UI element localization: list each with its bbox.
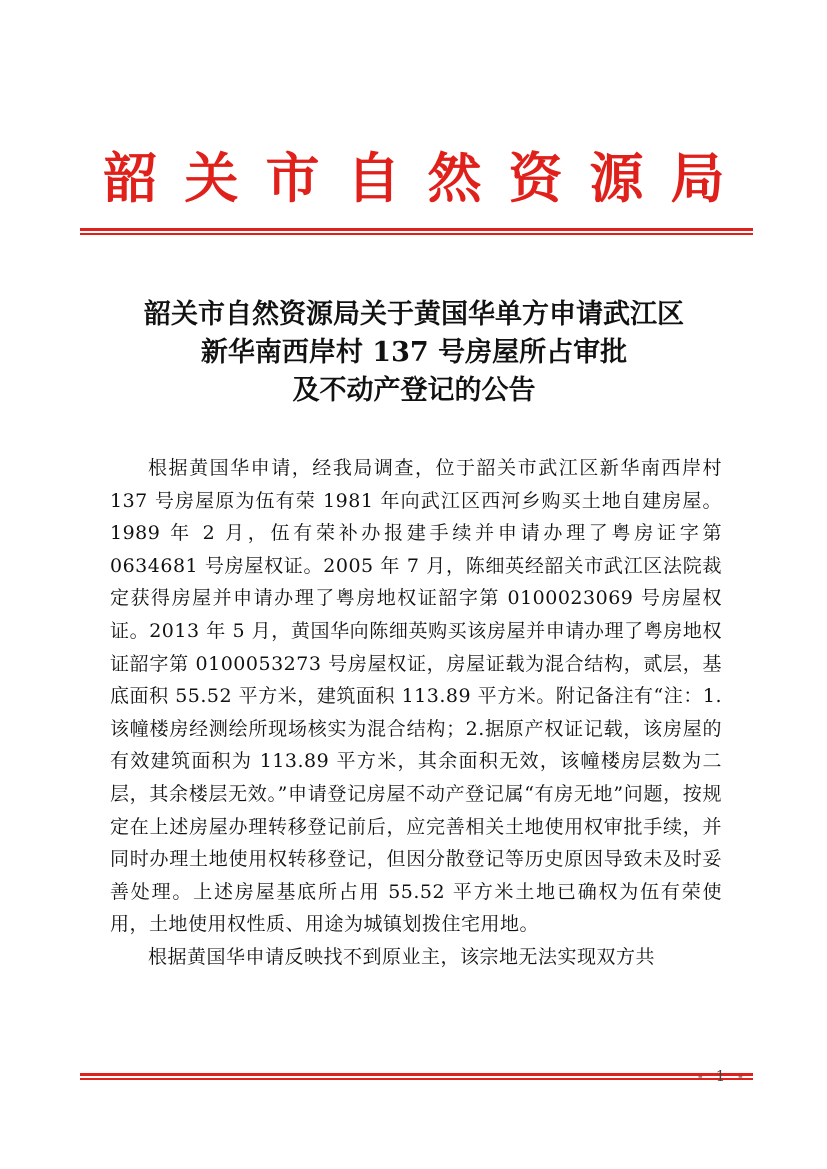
header-red-rule [80, 228, 753, 235]
masthead-organization-name: 韶关市自然资源局 [103, 146, 752, 210]
body-paragraph-2: 根据黄国华申请反映找不到原业主，该宗地无法实现双方共 [148, 945, 656, 968]
footer-red-rule [80, 1073, 753, 1080]
page-number: - 1 - [697, 1067, 747, 1085]
header-rule-thin-line [80, 233, 753, 235]
document-title [80, 296, 748, 410]
masthead [80, 138, 752, 218]
body-paragraph-1: 根据黄国华申请，经我局调查，位于韶关市武江区新华南西岸村 137 号房屋原为伍有荣 1981 年向武江区西河乡购买土地自建房屋。1989 年 2 月，伍有荣补办报建手续并申请办理了粤房证字第 0634681 号房屋权证。2005 年 7 月，陈细英经韶关市武江区法院裁定获得房屋并申请办理了粤房地权证韶字第 0100023069 号房屋权证。2013 年 5 月，黄国华向陈细英购买该房屋并申请办理了粤房地权证韶字第 0100053273 号房屋权证，房屋证载为混合结构，贰层，基底面积 55.52 平方米，建筑面积 113.89 平方米。附记备注有“注：1.该幢楼房经测绘所现场核实为混合结构；2.据原产权证记载，该房屋的有效建筑面积为 113.89 平方米，其余面积无效，该幢楼房层数为二层，其余楼层无效。”申请登记房屋不动产登记属“有房无地”问题，按规定在上述房屋办理转移登记前后，应完善相关土地使用权审批手续，并同时办理土地使用权转移登记，但因分散登记等历史原因导致未及时妥善处理。上述房屋基底所占用 55.52 平方米土地已确权为伍有荣使用，土地使用权性质、用途为城镇划拨住宅用地。 [110, 457, 722, 936]
footer-rule-thin-line [80, 1078, 753, 1080]
document-body [110, 452, 722, 974]
header-rule-thick-line [80, 228, 753, 231]
document-title-line-3: 及不动产登记的公告 [292, 375, 536, 406]
footer-rule-thick-line [80, 1073, 753, 1076]
document-title-line-1: 韶关市自然资源局关于黄国华单方申请武江区 [144, 299, 684, 330]
document-title-line-2: 新华南西岸村 137 号房屋所占审批 [200, 337, 628, 368]
